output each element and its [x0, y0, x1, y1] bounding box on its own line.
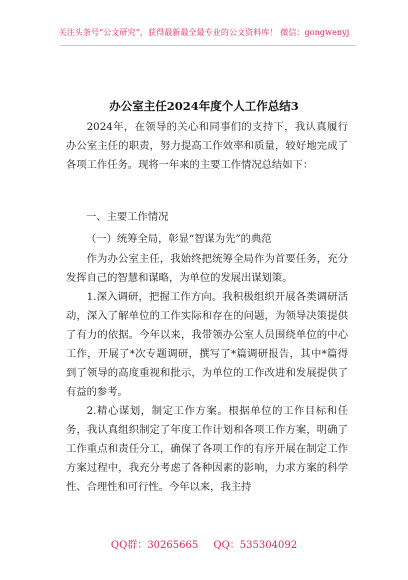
subsection-heading: （一）统筹全局，彰显“智谋为先”的典范: [86, 233, 272, 245]
footer-contact: [0, 536, 408, 551]
header-divider: [60, 45, 356, 46]
body-paragraphs: [66, 250, 348, 497]
qq-group-number: QQ群：30265665: [110, 540, 199, 551]
intro-paragraph: 2024年，在领导的关心和同事们的支持下，我认真履行办公室主任的职责，努力提高工作效率和质量，较好地完成了各项工作任务。现将一年来的主要工作情况总结如下：: [66, 121, 348, 171]
body-paragraph: 作为办公室主任，我始终把统筹全局作为首要任务，充分发挥自己的智慧和谋略，为单位的发展出谋划策。: [66, 253, 348, 284]
section-heading: 一、主要工作情况: [86, 211, 169, 223]
document-title: 办公室主任2024年度个人工作总结3: [109, 99, 299, 113]
promo-banner: 关注头条号“公文研究”，获得最新最全最专业的公文资料库！ 微信：gongwenyj: [58, 28, 350, 37]
body-paragraph: 1.深入调研，把握工作方向。我积极组织开展各类调研活动，深入了解单位的工作实际和存在的问题，为领导决策提供了有力的依据。今年以来，我带领办公室人员围绕单位的中心工作，开展了*次专题调研，撰写了*篇调研报告，其中*篇得到了领导的高度重视和批示，为单位的工作改进和发展提供了有益的参考。: [66, 291, 348, 398]
qq-number: QQ：535304092: [213, 540, 298, 551]
body-paragraph: 2.精心谋划，制定工作方案。根据单位的工作目标和任务，我认真组织制定了年度工作计划和各项工作方案，明确了工作重点和责任分工，确保了各项工作的有序开展在制定工作方案过程中，我充分考虑了各种因素的影响，力求方案的科学性、合理性和可行性。今年以来，我主持: [66, 405, 348, 493]
intro-paragraph-block: [66, 118, 348, 175]
